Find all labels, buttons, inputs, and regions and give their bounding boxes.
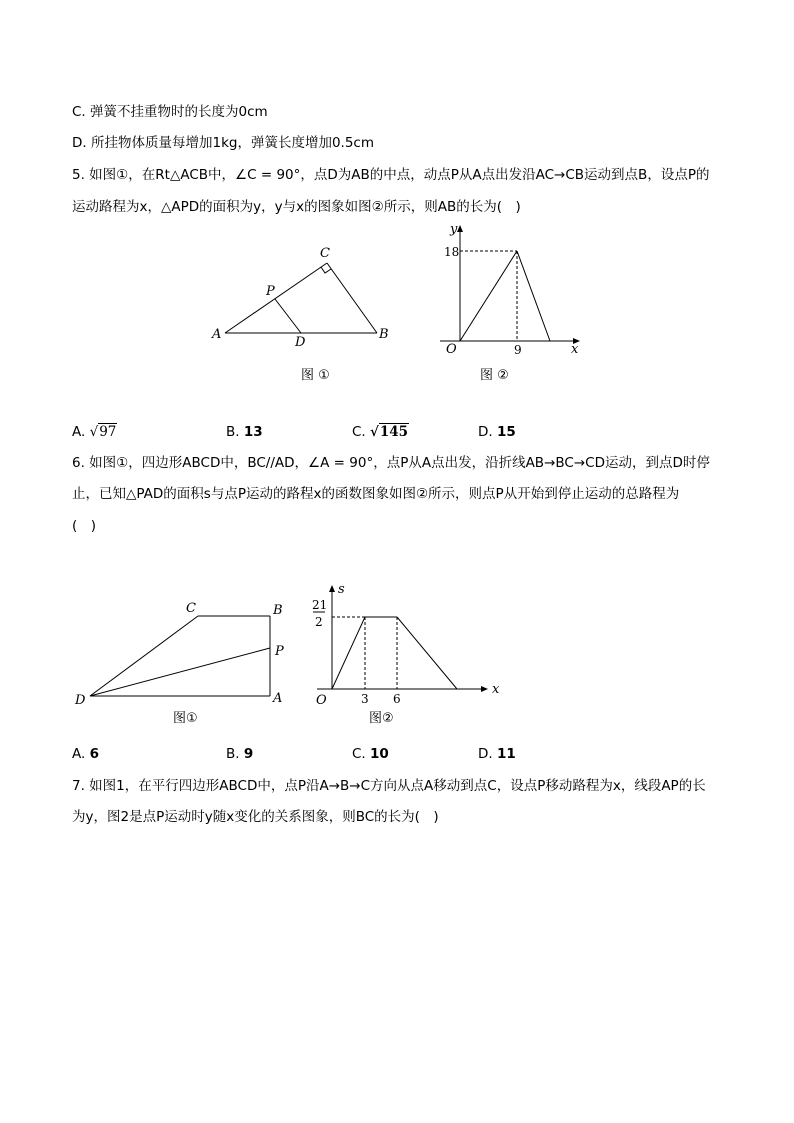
figure-6-1-caption: 图① bbox=[173, 711, 198, 726]
q6-option-c bbox=[352, 744, 389, 764]
label-p: P bbox=[266, 284, 275, 299]
tick-y-numerator: 21 bbox=[312, 598, 328, 612]
q5-option-a bbox=[72, 422, 117, 442]
question-7-line-2: 为y，图2是点P运动时y随x变化的关系图象，则BC的长为( ) bbox=[72, 809, 439, 825]
label-c: C bbox=[186, 601, 196, 616]
axis-x-label: x bbox=[492, 682, 500, 697]
q6-option-d bbox=[478, 744, 516, 764]
label-c: C bbox=[320, 246, 330, 261]
q5-option-a-value: 97 bbox=[99, 424, 117, 440]
q6-option-d-value: 11 bbox=[496, 746, 516, 762]
option-d-text: D. 所挂物体质量每增加1kg，弹簧长度增加0.5cm bbox=[72, 135, 374, 151]
q6-option-b bbox=[226, 744, 253, 764]
q6-option-a-value: 6 bbox=[89, 746, 99, 762]
label-d: D bbox=[75, 693, 86, 708]
tick-x-6: 6 bbox=[393, 692, 401, 706]
tick-x-9: 9 bbox=[514, 343, 522, 357]
q6-option-c-letter: C. bbox=[352, 746, 366, 762]
q5-option-b-value: 13 bbox=[243, 424, 263, 440]
label-a: A bbox=[273, 691, 283, 706]
q5-option-a-letter: A. bbox=[72, 424, 86, 440]
q5-option-d bbox=[478, 422, 516, 442]
origin-label: O bbox=[316, 693, 327, 708]
label-a: A bbox=[212, 327, 222, 342]
figure-5-1-triangle bbox=[205, 240, 405, 390]
figure-6-1-quadrilateral bbox=[70, 598, 300, 738]
question-5-line-2: 运动路程为x，△APD的面积为y，y与x的图象如图②所示，则AB的长为( ) bbox=[72, 199, 521, 215]
label-d: D bbox=[295, 335, 306, 350]
axis-x-label: x bbox=[571, 342, 579, 357]
q6-option-a bbox=[72, 744, 99, 764]
tick-y-18: 18 bbox=[444, 245, 460, 259]
figure-6-2-graph bbox=[305, 580, 505, 730]
label-b: B bbox=[273, 603, 283, 618]
label-p: P bbox=[275, 644, 284, 659]
q6-option-d-letter: D. bbox=[478, 746, 493, 762]
q6-option-b-value: 9 bbox=[243, 746, 254, 762]
sqrt-symbol: √97 bbox=[89, 424, 117, 440]
sqrt-symbol: √145 bbox=[370, 424, 409, 440]
figure-5-2-graph bbox=[435, 220, 595, 390]
q5-option-c-value: 145 bbox=[379, 424, 409, 440]
question-6-line-3: ( ) bbox=[72, 518, 97, 534]
q5-option-d-value: 15 bbox=[496, 424, 516, 440]
q5-option-d-letter: D. bbox=[478, 424, 493, 440]
figure-5-1-caption: 图 ① bbox=[301, 368, 330, 383]
tick-x-3: 3 bbox=[361, 692, 369, 706]
q6-option-b-letter: B. bbox=[226, 746, 240, 762]
q5-option-c-letter: C. bbox=[352, 424, 366, 440]
q6-option-a-letter: A. bbox=[72, 746, 86, 762]
figure-6-2-caption: 图② bbox=[369, 711, 394, 726]
figure-5-2-caption: 图 ② bbox=[480, 368, 509, 383]
q5-option-b bbox=[226, 422, 263, 442]
q6-option-c-value: 10 bbox=[370, 746, 389, 762]
option-c-text: C. 弹簧不挂重物时的长度为0cm bbox=[72, 104, 268, 120]
question-5-line-1: 5. 如图①，在Rt△ACB中，∠C = 90°，点D为AB的中点，动点P从A点出发沿AC→CB运动到点B，设点P的 bbox=[72, 167, 710, 183]
axis-s-label: s bbox=[338, 582, 345, 597]
origin-label: O bbox=[446, 342, 457, 357]
tick-y-denominator: 2 bbox=[315, 615, 323, 629]
axis-y-label: y bbox=[450, 222, 458, 237]
question-6-line-2: 止，已知△PAD的面积s与点P运动的路程x的函数图象如图②所示，则点P从开始到停止运动的总路程为 bbox=[72, 486, 680, 502]
q5-option-c bbox=[352, 422, 409, 442]
question-6-line-1: 6. 如图①，四边形ABCD中，BC//AD，∠A = 90°，点P从A点出发，沿折线AB→BC→CD运动，到点D时停 bbox=[72, 455, 710, 471]
q5-option-b-letter: B. bbox=[226, 424, 240, 440]
label-b: B bbox=[379, 327, 389, 342]
question-7-line-1: 7. 如图1，在平行四边形ABCD中，点P沿A→B→C方向从点A移动到点C，设点P移动路程为x，线段AP的长 bbox=[72, 778, 706, 794]
